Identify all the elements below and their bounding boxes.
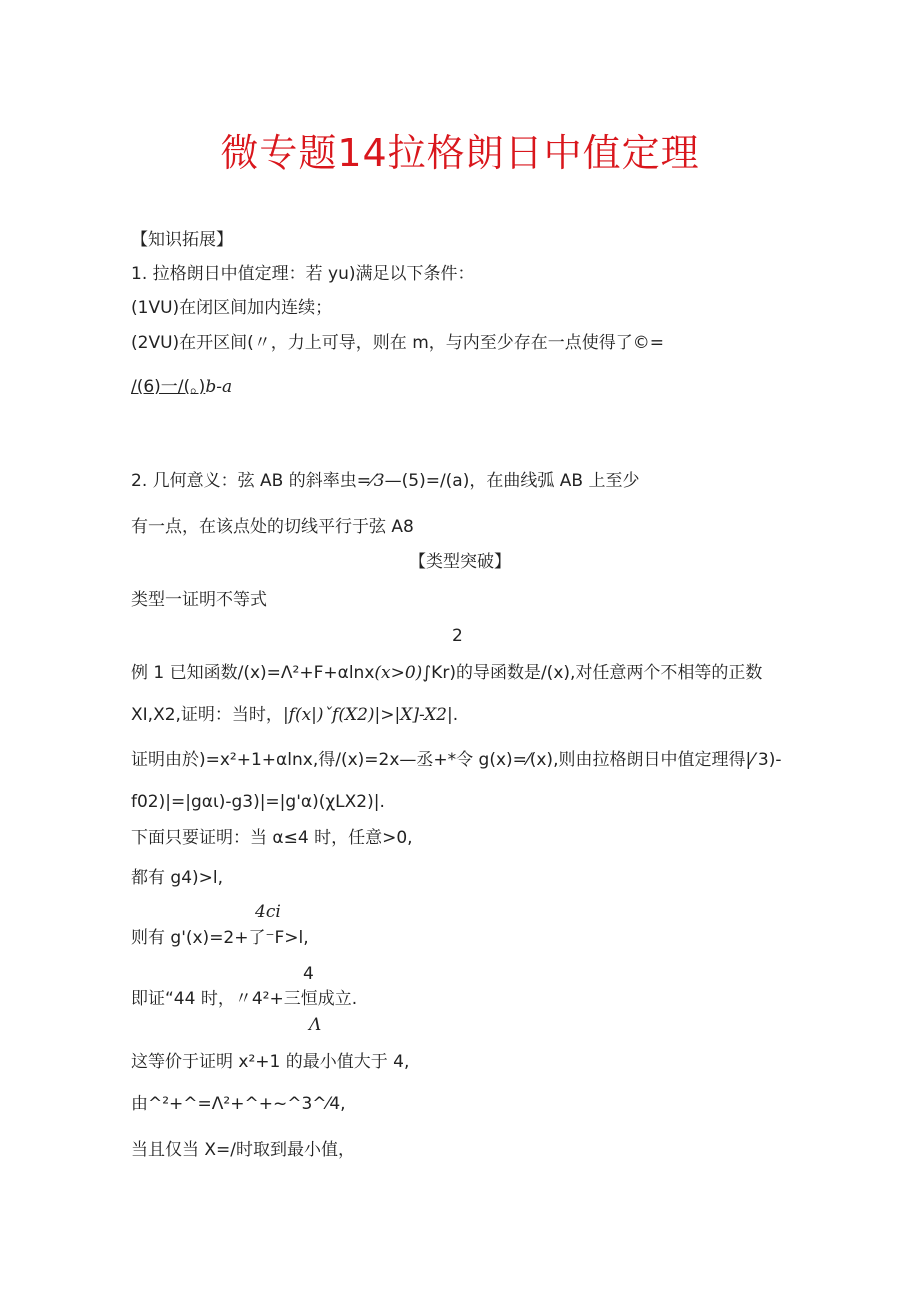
section-knowledge-heading: 【知识拓展】 bbox=[131, 230, 233, 250]
example1-text-a: 例 1 已知函数/(x)=Λ²+F+αlnx bbox=[131, 663, 375, 683]
example1-text-c: ∫Kr)的导函数是/(x),对任意两个不相等的正数 bbox=[422, 663, 763, 683]
example1-superscript-2: 2 bbox=[452, 626, 463, 646]
proof-line-2: f02)|=|gαι)-g3)|=|g'α)(χLX2)|. bbox=[131, 792, 385, 812]
proof-subscript-lambda: Λ bbox=[309, 1015, 322, 1035]
section-types-heading: 【类型突破】 bbox=[409, 552, 511, 572]
example1-line2-c: . bbox=[452, 705, 459, 725]
item2-line-1 bbox=[131, 469, 639, 493]
proof-line-5: 则有 g'(x)=2+了⁻F>l, bbox=[131, 928, 309, 948]
type1-heading: 类型一证明不等式 bbox=[131, 590, 267, 610]
item1-statement: 1. 拉格朗日中值定理：若 yu)满足以下条件： bbox=[131, 264, 475, 284]
proof-line-7: 这等价于证明 x²+1 的最小值大于 4, bbox=[131, 1052, 410, 1072]
example1-line2-a: XI,X2,证明：当时， bbox=[131, 705, 283, 725]
item1-formula bbox=[131, 375, 232, 399]
item2-text-a: 2. 几何意义：弦 AB 的斜率虫= bbox=[131, 471, 371, 491]
proof-line-6: 即证“44 时，〃4²+三恒成立. bbox=[131, 989, 358, 1009]
item2-text-b: ⁄3 bbox=[370, 471, 385, 491]
item2-text-d: (5)=/(a)，在曲线弧 AB 上至少 bbox=[401, 471, 640, 491]
item2-text-c: — bbox=[384, 471, 402, 491]
formula-numerator: /(6)一/(。) bbox=[131, 377, 206, 397]
proof-line-3: 下面只要证明：当 α≤4 时，任意>0, bbox=[131, 828, 413, 848]
proof-superscript-4: 4 bbox=[303, 964, 314, 984]
example1-text-b: (x>0) bbox=[374, 663, 423, 683]
example1-line2-b: |f(x|)ˇf(X2)|>|X]-X2| bbox=[282, 705, 453, 725]
proof-line-8: 由^²+^=Λ²+^+~^3^⁄4, bbox=[131, 1094, 346, 1114]
item1-condition-2: (2VU)在开区间(〃，力上可导，则在 m，与内至少存在一点使得了©= bbox=[131, 333, 664, 353]
page-title: 微专题14拉格朗日中值定理 bbox=[220, 131, 700, 175]
item1-condition-1: (1VU)在闭区间加内连续； bbox=[131, 298, 333, 318]
example1-line-2 bbox=[131, 703, 458, 727]
item2-line-2: 有一点，在该点处的切线平行于弦 A8 bbox=[131, 517, 414, 537]
proof-line-1: 证明由於)=x²+1+αlnx,得/(x)=2x—丞+*令 g(x)=⁄(x),则由拉格朗日中值定理得|⁄′3)- bbox=[131, 750, 782, 770]
proof-line-4: 都有 g4)>l, bbox=[131, 868, 224, 888]
formula-denominator: b-a bbox=[205, 377, 233, 397]
proof-superscript-4ci: 4ci bbox=[255, 902, 281, 922]
proof-line-9: 当且仅当 X=/时取到最小值， bbox=[131, 1140, 356, 1160]
example1-line-1 bbox=[131, 661, 762, 685]
